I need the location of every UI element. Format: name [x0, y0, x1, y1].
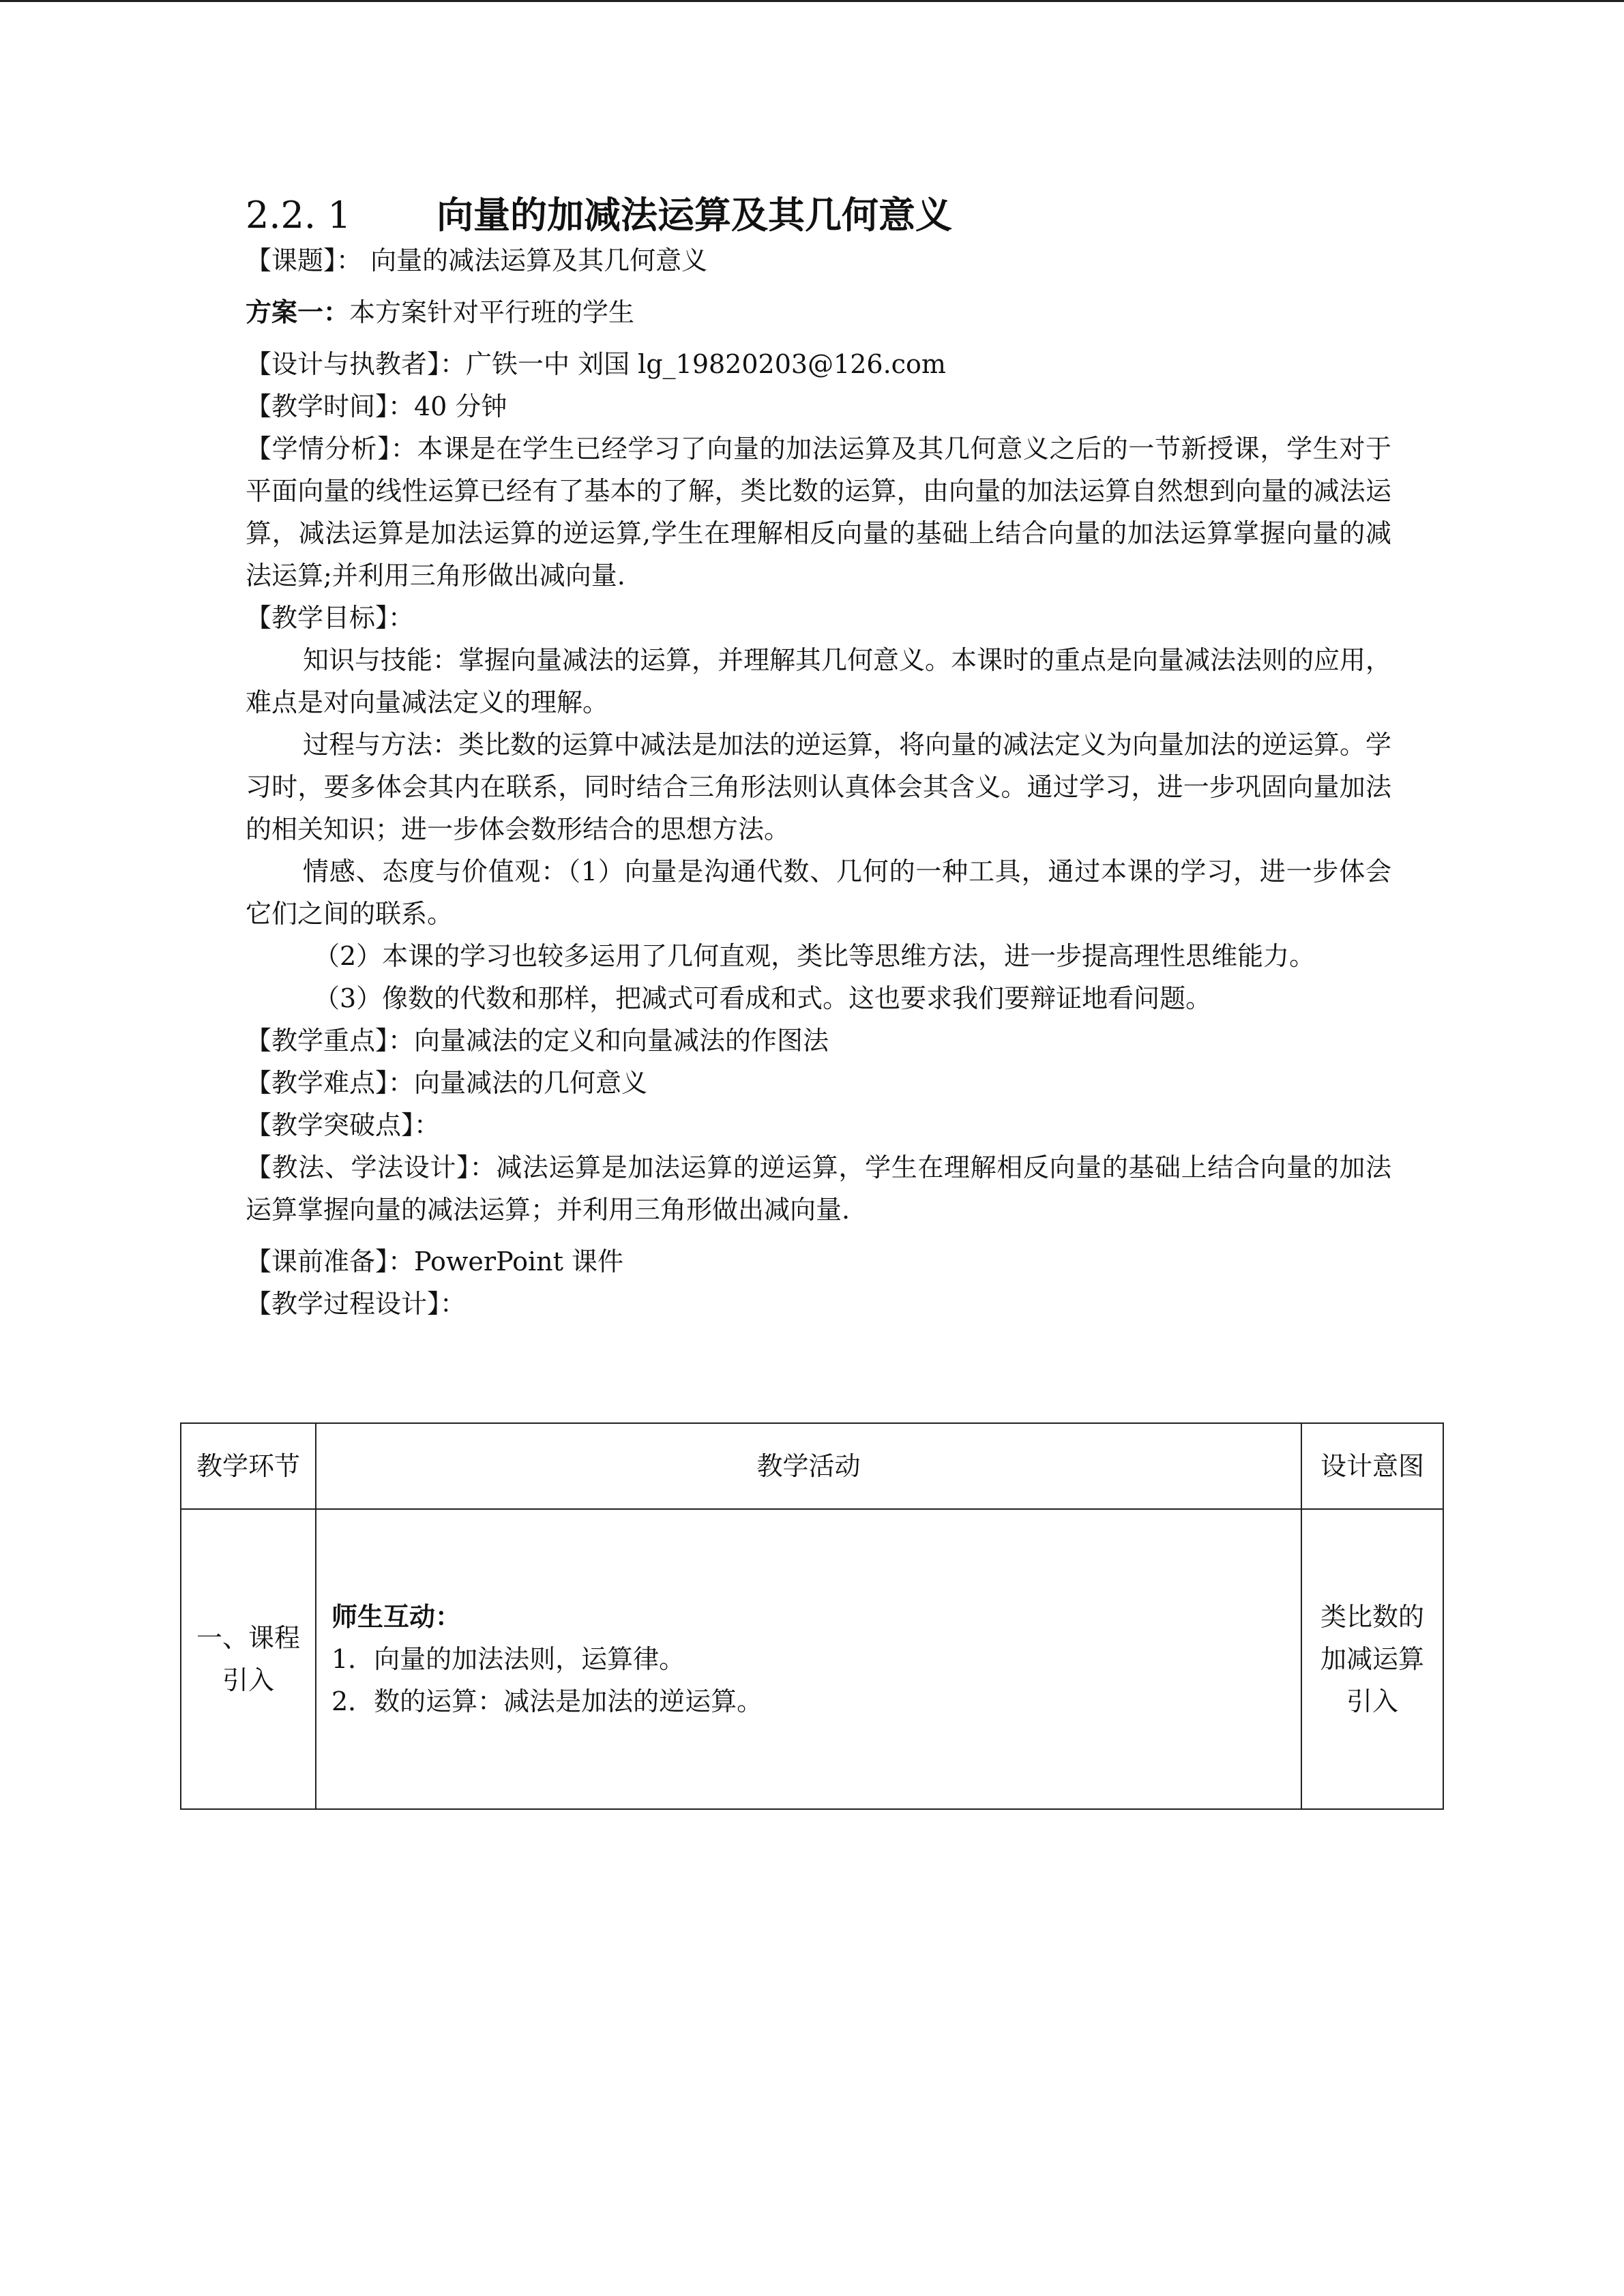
method-paragraph: 【教法、学法设计】：减法运算是加法运算的逆运算，学生在理解相反向量的基础上结合向量的加法运算掌握向量的减法运算；并利用三角形做出减向量.	[246, 1152, 1391, 1225]
table-row	[181, 1509, 1443, 1809]
section-title-text: 向量的加减法运算及其几何意义	[437, 193, 952, 237]
plan-text: 本方案针对平行班的学生	[349, 297, 635, 327]
objectives-heading: 【教学目标】：	[246, 603, 415, 633]
preparation-line: 【课前准备】：PowerPoint 课件	[246, 1247, 623, 1277]
activity-item: 2．数的运算：减法是加法的逆运算。	[331, 1686, 763, 1716]
document-body	[246, 191, 1391, 1325]
row-stage-text: 一、课程引入	[196, 1623, 300, 1695]
teaching-time-line: 【教学时间】：40 分钟	[246, 391, 507, 421]
objective-process: 过程与方法：类比数的运算中减法是加法的逆运算，将向量的减法定义为向量加法的逆运算。学习时，要多体会其内在联系，同时结合三角形法则认真体会其含义。通过学习，进一步巩固向量加法的相关知识；进一步体会数形结合的思想方法。	[246, 730, 1392, 844]
objective-emotion-3: （3）像数的代数和那样，把减式可看成和式。这也要求我们要辩证地看问题。	[314, 983, 1212, 1013]
section-title	[246, 191, 1391, 239]
row-intent-cell	[1301, 1509, 1443, 1809]
breakthrough-line: 【教学突破点】：	[246, 1110, 441, 1140]
activity-title: 师生互动：	[331, 1601, 462, 1632]
plan-line	[246, 291, 1391, 333]
header-intent-text: 设计意图	[1320, 1451, 1424, 1481]
header-intent	[1301, 1423, 1443, 1509]
objective-emotion-2: （2）本课的学习也较多运用了几何直观，类比等思维方法，进一步提高理性思维能力。	[314, 941, 1316, 971]
plan-label: 方案一：	[246, 297, 350, 327]
header-stage-text: 教学环节	[196, 1451, 300, 1481]
section-number: 2.2. 1	[246, 194, 351, 237]
objective-knowledge: 知识与技能：掌握向量减法的运算，并理解其几何意义。本课时的重点是向量减法法则的应用，难点是对向量减法定义的理解。	[246, 645, 1392, 717]
key-point-line: 【教学重点】：向量减法的定义和向量减法的作图法	[246, 1026, 829, 1056]
difficulty-line: 【教学难点】：向量减法的几何意义	[246, 1068, 648, 1098]
process-design-line: 【教学过程设计】：	[246, 1289, 467, 1319]
row-intent-text: 类比数的加减运算引入	[1320, 1602, 1424, 1716]
page-top-border	[0, 0, 1624, 2]
activity-item: 1．向量的加法法则，运算律。	[331, 1644, 685, 1674]
header-activity: 教学活动	[316, 1423, 1301, 1509]
designer-line: 【设计与执教者】：广铁一中 刘国 lg_19820203@126.com	[246, 349, 946, 379]
objective-emotion: 情感、态度与价值观：（1）向量是沟通代数、几何的一种工具，通过本课的学习，进一步体会它们之间的联系。	[246, 856, 1391, 929]
row-stage-cell	[181, 1509, 316, 1809]
topic-line: 【课题】： 向量的减法运算及其几何意义	[246, 245, 708, 275]
table-header-row	[181, 1423, 1443, 1509]
header-stage	[181, 1423, 316, 1509]
lesson-plan-table	[180, 1422, 1444, 1810]
row-activity-cell	[316, 1509, 1301, 1809]
analysis-paragraph: 【学情分析】：本课是在学生已经学习了向量的加法运算及其几何意义之后的一节新授课，学生对于平面向量的线性运算已经有了基本的了解，类比数的运算，由向量的加法运算自然想到向量的减法运算，减法运算是加法运算的逆运算,学生在理解相反向量的基础上结合向量的加法运算掌握向量的减法运算;并利用三角形做出减向量.	[246, 434, 1391, 591]
